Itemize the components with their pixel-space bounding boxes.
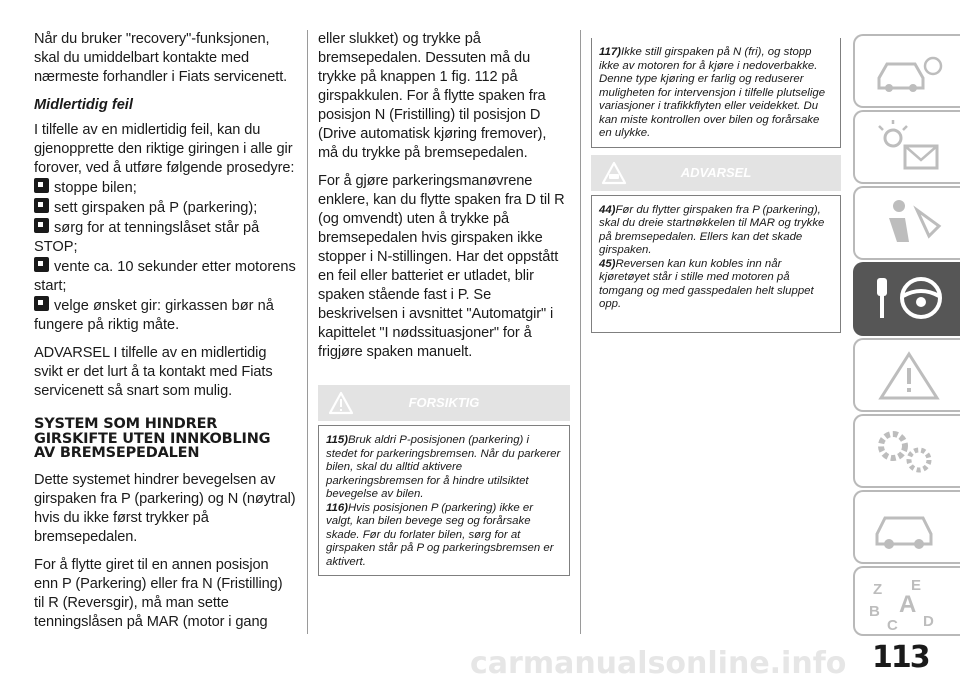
alphabet-index-icon: [869, 576, 949, 632]
system-paragraph: Dette systemet hindrer bevegelsen av girspaken fra P (parkering) og N (nøytral) hvis du ikke først trykker på bremsepedalen.: [34, 471, 296, 545]
lights-mail-icon: [869, 120, 949, 176]
tab-key-steering-wheel[interactable]: [853, 262, 960, 336]
svg-text:E: E: [911, 577, 922, 594]
step-item: stoppe bilen;: [34, 178, 296, 198]
checkbox-icon: [34, 198, 49, 213]
note-117: 117)Ikke still girspaken på N (fri), og stopp ikke av motoren for å kjøre i nedoverbakke. Denne type kjøring er farlig og reduserer muligheten for intervensjon i tilfelle plutselige variasjoner i trafikkflyten eller veidekket. Du kan miste kontrollen over bilen og forårsake en ulykke.: [591, 38, 841, 148]
column-2: [318, 30, 570, 576]
step-item: sørg for at tenningslåset står på STOP;: [34, 220, 260, 255]
caution-header: [318, 385, 570, 421]
step-item: velge ønsket gir: girkassen bør nå fungere på riktig måte.: [34, 298, 274, 333]
caution-notes: [318, 425, 570, 576]
temporary-fault-paragraph: I tilfelle av en midlertidig feil, kan du gjenopprette den riktige giringen i alle gir forover, ved å utføre følgende prosedyre:: [34, 122, 295, 176]
svg-text:A: A: [899, 591, 917, 618]
checkbox-icon: [34, 257, 49, 272]
move-gear-paragraph: For å flytte giret til en annen posisjon enn P (Parkering) eller fra N (Fristilling) til R (Reversgir), må man sette tenningslåsen på MAR (motor i gang: [34, 556, 283, 630]
checkbox-icon: [34, 296, 49, 311]
note-item: 45)Reversen kan kun kobles inn når kjøretøyet står i stille med motoren på tomgang og med gasspedalen helt sluppet opp.: [599, 257, 814, 310]
tab-car-technical[interactable]: [853, 490, 960, 564]
warning-header: [591, 155, 841, 191]
svg-text:Z: Z: [873, 581, 883, 598]
watermark: carmanualsonline.info: [470, 646, 847, 681]
brake-paragraph: eller slukket) og trykke på bremsepedalen. Dessuten må du trykke på knappen 1 fig. 112 på girspakkulen. For å flytte spaken fra posisjon N (Fristilling) til posisjon D (Drive automatisk kjøring fremover), må du trykke på bremsepedalen.: [318, 31, 547, 161]
parking-paragraph: For å gjøre parkeringsmanøvrene enklere, kan du flytte spaken fra D til R (og omvendt) uten å trykke på bremsepedalen hvis girspaken ikke stopper i N-stillingen. Har det oppstått en feil eller batteriet er utladet, blir spaken stående fast i P. Se beskrivelsen i avsnittet "Automatgir" i kapittelet "I nødssituasjoner" for å frigjøre spaken manuelt.: [318, 173, 565, 360]
checkbox-icon: [34, 218, 49, 233]
step-item: vente ca. 10 sekunder etter motorens start;: [34, 259, 296, 294]
tab-car-dashboard[interactable]: [853, 34, 960, 108]
note-item: 116)Hvis posisjonen P (parkering) ikke er valgt, kan bilen bevege seg og forårsake skade. Før du forlater bilen, sørg for at girspaken står på P og parkeringsbremsen er aktivert.: [326, 501, 554, 568]
caution-title: FORSIKTIG: [408, 395, 480, 410]
svg-text:D: D: [923, 613, 934, 630]
airbag-seat-icon: [869, 196, 949, 252]
warning-notes: [591, 195, 841, 333]
svg-text:C: C: [887, 617, 898, 632]
column-divider: [307, 30, 308, 634]
intro-paragraph: Når du bruker "recovery"-funksjonen, skal du umiddelbart kontakte med nærmeste forhandler i Fiats servicenett.: [34, 31, 288, 85]
subheading: Midlertidig feil: [34, 97, 133, 113]
column-1: [34, 30, 296, 641]
checkbox-icon: [34, 178, 49, 193]
note-item: 44)Før du flytter girspaken fra P (parkering), skal du dreie startnøkkelen til MAR og trykke på bremsepedalen. Ellers kan det skade girspaken.: [599, 203, 825, 256]
maintenance-gears-icon: [869, 424, 949, 480]
section-title: SYSTEM SOM HINDRER GIRSKIFTE UTEN INNKOBLING AV BREMSEPEDALEN: [34, 416, 271, 461]
step-item: sett girspaken på P (parkering);: [34, 198, 296, 218]
warning-title: ADVARSEL: [680, 164, 752, 180]
page-number: 113: [872, 640, 929, 675]
key-steering-wheel-icon: [869, 272, 949, 328]
tab-lights-mail[interactable]: [853, 110, 960, 184]
svg-text:B: B: [869, 603, 880, 620]
note-item: 115)Bruk aldri P-posisjonen (parkering) i stedet for parkeringsbremsen. Når du parkerer bilen, skal du alltid aktivere parkeringsbremsen for å hindre utilsiktet bevegelse av bilen.: [326, 434, 561, 500]
column-divider: [580, 30, 581, 634]
procedure-steps: [34, 178, 296, 335]
warning-paragraph: ADVARSEL I tilfelle av en midlertidig svikt er det lurt å ta kontakt med Fiats servicenett så snart som mulig.: [34, 345, 273, 399]
tab-airbag-seat[interactable]: [853, 186, 960, 260]
column-3: [591, 38, 841, 333]
tab-maintenance-gears[interactable]: [853, 414, 960, 488]
warning-road-icon: [869, 348, 949, 404]
tab-warning-road[interactable]: [853, 338, 960, 412]
car-dashboard-icon: [869, 44, 949, 100]
car-technical-icon: [869, 500, 949, 556]
tab-alphabet-index[interactable]: [853, 566, 960, 636]
